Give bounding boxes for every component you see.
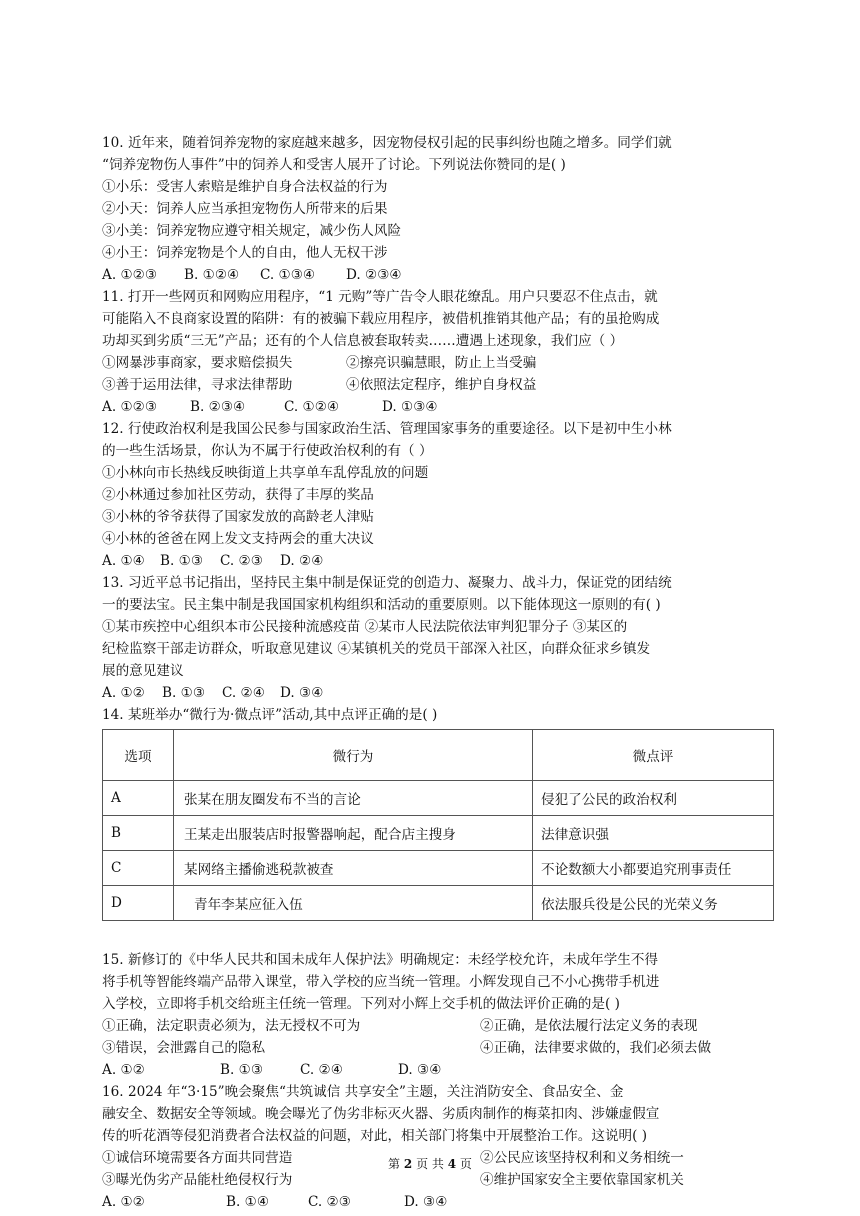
answer-c: C. ②③ <box>308 1194 351 1210</box>
answer-a: A. ①② <box>102 685 145 701</box>
option-1: ①网暴涉事商家，要求赔偿损失 <box>102 355 293 371</box>
answer-d: D. ①③④ <box>382 399 438 415</box>
question-12-stem-line1: 12. 行使政治权利是我国公民参与国家政治生活、管理国家事务的重要途径。以下是初中生小林 <box>102 421 672 437</box>
question-12-option-3: ③小林的爷爷获得了国家发放的高龄老人津贴 <box>102 509 374 525</box>
footer-prefix: 第 <box>388 1157 401 1171</box>
exam-content <box>102 132 774 1213</box>
question-13-options-line2: 纪检监察干部走访群众，听取意见建议 ④某镇机关的党员干部深入社区，向群众征求乡镇发 <box>102 641 651 657</box>
table-cell-option: D <box>103 886 174 921</box>
question-10-option-4: ④小王：饲养宠物是个人的自由，他人无权干涉 <box>102 245 388 261</box>
answer-d: D. ③④ <box>398 1062 442 1078</box>
answer-d: D. ③④ <box>280 685 324 701</box>
question-12-stem-line2: 的一些生活场景，你认为不属于行使政治权利的有（ ） <box>102 443 433 459</box>
table-cell-comment: 法律意识强 <box>533 816 774 851</box>
table-cell-option: B <box>103 816 174 851</box>
answer-c: C. ①③④ <box>260 267 316 283</box>
table-cell-option: A <box>103 781 174 816</box>
answer-d: D. ②③④ <box>346 267 402 283</box>
question-11-options-row1 <box>102 352 774 374</box>
question-10-answers <box>102 264 774 286</box>
table-cell-option: C <box>103 851 174 886</box>
table-header-option: 选项 <box>103 730 174 781</box>
table-header-row <box>103 730 774 781</box>
question-11 <box>102 286 774 418</box>
table-cell-behavior: 某网络主播偷逃税款被查 <box>174 851 533 886</box>
answer-b: B. ①②④ <box>184 267 240 283</box>
question-11-stem-line2: 可能陷入不良商家设置的陷阱：有的被骗下载应用程序，被借机推销其他产品；有的虽抢购成 <box>102 311 660 327</box>
footer-total-pages: 4 <box>447 1157 457 1171</box>
question-15-stem-line3: 入学校，立即将手机交给班主任统一管理。下列对小辉上交手机的做法评价正确的是( ) <box>102 996 620 1012</box>
question-16-stem-line1: 16. 2024 年“3·15”晚会聚焦“共筑诚信 共享安全”主题，关注消防安全、食品安全、金 <box>102 1084 624 1100</box>
table-header-behavior: 微行为 <box>174 730 533 781</box>
table-cell-behavior: 王某走出服装店时报警器响起，配合店主搜身 <box>174 816 533 851</box>
answer-a: A. ①②③ <box>102 267 158 283</box>
table-cell-comment: 侵犯了公民的政治权利 <box>533 781 774 816</box>
question-10-option-1: ①小乐：受害人索赔是维护自身合法权益的行为 <box>102 179 388 195</box>
table-cell-comment: 依法服兵役是公民的光荣义务 <box>533 886 774 921</box>
question-16 <box>102 1081 774 1213</box>
answer-c: C. ②③ <box>220 553 263 569</box>
question-10-stem-line1: 10. 近年来，随着饲养宠物的家庭越来越多，因宠物侵权引起的民事纠纷也随之增多。同学们就 <box>102 135 672 151</box>
question-15-options-row2 <box>102 1037 774 1059</box>
question-16-stem-line2: 融安全、数据安全等领域。晚会曝光了伪劣非标灭火器、劣质肉制作的梅菜扣肉、涉嫌虚假宣 <box>102 1106 660 1122</box>
answer-a: A. ①④ <box>102 553 145 569</box>
answer-a: A. ①② <box>102 1062 145 1078</box>
question-10-stem-line2: “饲养宠物伤人事件”中的饲养人和受害人展开了讨论。下列说法你赞同的是( ) <box>102 157 566 173</box>
option-3: ③善于运用法律，寻求法律帮助 <box>102 377 293 393</box>
table-cell-comment: 不论数额大小都要追究刑事责任 <box>533 851 774 886</box>
answer-d: D. ②④ <box>280 553 324 569</box>
option-2: ②擦亮识骗慧眼，防止上当受骗 <box>346 355 537 371</box>
option-1: ①诚信环境需要各方面共同营造 <box>102 1150 293 1166</box>
question-13-stem-line1: 13. 习近平总书记指出，坚持民主集中制是保证党的创造力、凝聚力、战斗力，保证党的团结统 <box>102 575 672 591</box>
footer-suffix: 页 <box>459 1157 472 1171</box>
answer-b: B. ②③④ <box>190 399 246 415</box>
question-13-answers <box>102 682 774 704</box>
answer-d: D. ③④ <box>404 1194 448 1210</box>
option-2: ②正确，是依法履行法定义务的表现 <box>480 1018 698 1034</box>
page-footer <box>0 1155 860 1172</box>
question-16-answers <box>102 1191 774 1213</box>
question-14 <box>102 704 774 921</box>
option-2: ②公民应该坚持权利和义务相统一 <box>480 1150 684 1166</box>
option-4: ④依照法定程序，维护自身权益 <box>346 377 537 393</box>
question-12 <box>102 418 774 572</box>
question-16-stem-line3: 传的听花酒等侵犯消费者合法权益的问题，对此，相关部门将集中开展整治工作。这说明( ) <box>102 1128 648 1144</box>
question-12-answers <box>102 550 774 572</box>
question-10-option-2: ②小天：饲养人应当承担宠物伤人所带来的后果 <box>102 201 388 217</box>
footer-page-number: 2 <box>403 1157 413 1171</box>
answer-c: C. ②④ <box>300 1062 343 1078</box>
question-15 <box>102 949 774 1081</box>
table-cell-behavior: 张某在朋友圈发布不当的言论 <box>174 781 533 816</box>
question-12-option-4: ④小林的爸爸在网上发文支持两会的重大决议 <box>102 531 374 547</box>
table-header-comment: 微点评 <box>533 730 774 781</box>
question-15-answers <box>102 1059 774 1081</box>
question-13-options-line3: 展的意见建议 <box>102 663 184 679</box>
question-13-stem-line2: 一的要法宝。民主集中制是我国国家机构组织和活动的重要原则。以下能体现这一原则的有( ) <box>102 597 661 613</box>
table-row <box>103 781 774 816</box>
question-15-stem-line2: 将手机等智能终端产品带入课堂，带入学校的应当统一管理。小辉发现自己不小心携带手机进 <box>102 974 660 990</box>
option-3: ③错误，会泄露自己的隐私 <box>102 1040 266 1056</box>
question-12-option-1: ①小林向市长热线反映街道上共享单车乱停乱放的问题 <box>102 465 429 481</box>
answer-a: A. ①② <box>102 1194 145 1210</box>
question-16-options-row2 <box>102 1169 774 1191</box>
question-14-stem: 14. 某班举办“微行为·微点评”活动,其中点评正确的是( ) <box>102 707 438 723</box>
answer-b: B. ①③ <box>160 553 204 569</box>
question-10-option-3: ③小美：饲养宠物应遵守相关规定，减少伤人风险 <box>102 223 402 239</box>
question-11-stem-line1: 11. 打开一些网页和网购应用程序，“1 元购”等广告令人眼花缭乱。用户只要忍不住点击，就 <box>102 289 658 305</box>
table-row <box>103 851 774 886</box>
option-1: ①正确，法定职责必须为，法无授权不可为 <box>102 1018 361 1034</box>
answer-c: C. ①②④ <box>284 399 340 415</box>
question-11-options-row2 <box>102 374 774 396</box>
footer-middle: 页 共 <box>416 1157 444 1171</box>
answer-b: B. ①③ <box>220 1062 264 1078</box>
table-cell-behavior: 青年李某应征入伍 <box>174 886 533 921</box>
question-13 <box>102 572 774 704</box>
question-14-table <box>102 729 774 921</box>
question-15-options-row1 <box>102 1015 774 1037</box>
question-15-stem-line1: 15. 新修订的《中华人民共和国未成年人保护法》明确规定：未经学校允许，未成年学生不得 <box>102 952 659 968</box>
table-row <box>103 816 774 851</box>
question-10 <box>102 132 774 286</box>
answer-c: C. ②④ <box>222 685 265 701</box>
answer-b: B. ①③ <box>162 685 206 701</box>
question-13-options-line1: ①某市疾控中心组织本市公民接种流感疫苗 ②某市人民法院依法审判犯罪分子 ③某区的 <box>102 619 628 635</box>
question-11-answers <box>102 396 774 418</box>
option-4: ④正确，法律要求做的，我们必须去做 <box>480 1040 712 1056</box>
option-3: ③曝光伪劣产品能杜绝侵权行为 <box>102 1172 293 1188</box>
answer-b: B. ①④ <box>226 1194 270 1210</box>
question-11-stem-line3: 功却买到劣质“三无”产品；还有的个人信息被套取转卖……遭遇上述现象，我们应（ ） <box>102 333 624 349</box>
answer-a: A. ①②③ <box>102 399 158 415</box>
question-12-option-2: ②小林通过参加社区劳动，获得了丰厚的奖品 <box>102 487 374 503</box>
table-row <box>103 886 774 921</box>
option-4: ④维护国家安全主要依靠国家机关 <box>480 1172 684 1188</box>
